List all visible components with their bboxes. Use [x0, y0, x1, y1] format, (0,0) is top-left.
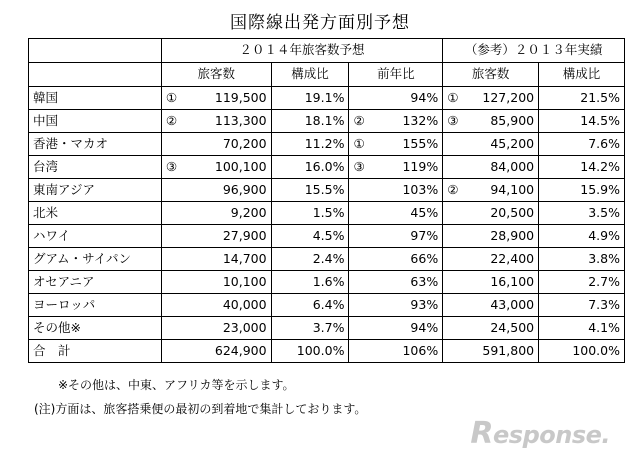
yoy: 97% — [349, 225, 443, 248]
col-share-2013: 構成比 — [539, 63, 625, 87]
yoy: 63% — [349, 271, 443, 294]
yoy: 45% — [349, 202, 443, 225]
share-2013: 2.7% — [539, 271, 625, 294]
header-2014: ２０１４年旅客数予想 — [161, 39, 442, 63]
passengers-2014: 96,900 — [161, 179, 271, 202]
share-2014: 15.5% — [271, 179, 349, 202]
response-logo: Response. — [470, 416, 610, 451]
share-2014: 11.2% — [271, 133, 349, 156]
total-yoy: 106% — [349, 340, 443, 363]
col-yoy: 前年比 — [349, 63, 443, 87]
yoy: ③ 119% — [349, 156, 443, 179]
yoy: 94% — [349, 317, 443, 340]
col-passengers-2013: 旅客数 — [443, 63, 539, 87]
passengers-2014: 27,900 — [161, 225, 271, 248]
passengers-2013: ① 127,200 — [443, 87, 539, 110]
header-2013: （参考）２０１３年実績 — [443, 39, 625, 63]
forecast-table — [28, 38, 625, 363]
page-title: 国際線出発方面別予想 — [230, 13, 410, 33]
note-other: ※その他は、中東、アフリカ等を示します。 — [58, 378, 295, 392]
passengers-2014: 70,200 — [161, 133, 271, 156]
yoy: 93% — [349, 294, 443, 317]
yoy: ① 155% — [349, 133, 443, 156]
share-2014: 16.0% — [271, 156, 349, 179]
share-2013: 7.3% — [539, 294, 625, 317]
share-2014: 3.7% — [271, 317, 349, 340]
share-2014: 1.5% — [271, 202, 349, 225]
passengers-2013: 43,000 — [443, 294, 539, 317]
table-row — [29, 110, 625, 133]
total-passengers-2013: 591,800 — [443, 340, 539, 363]
share-2014: 1.6% — [271, 271, 349, 294]
table-row — [29, 87, 625, 110]
passengers-2014: 40,000 — [161, 294, 271, 317]
region-label: 台湾 — [29, 156, 162, 179]
region-label: 韓国 — [29, 87, 162, 110]
region-label: ヨーロッパ — [29, 294, 162, 317]
region-label: 東南アジア — [29, 179, 162, 202]
table-row — [29, 248, 625, 271]
region-label: その他※ — [29, 317, 162, 340]
total-label: 合 計 — [29, 340, 162, 363]
share-2013: 7.6% — [539, 133, 625, 156]
share-2013: 3.5% — [539, 202, 625, 225]
region-label: ハワイ — [29, 225, 162, 248]
table-row — [29, 294, 625, 317]
share-2014: 18.1% — [271, 110, 349, 133]
share-2013: 14.5% — [539, 110, 625, 133]
share-2014: 2.4% — [271, 248, 349, 271]
table-row — [29, 271, 625, 294]
yoy: 94% — [349, 87, 443, 110]
share-2013: 15.9% — [539, 179, 625, 202]
region-label: オセアニア — [29, 271, 162, 294]
yoy: ② 132% — [349, 110, 443, 133]
passengers-2013: 45,200 — [443, 133, 539, 156]
table-row — [29, 202, 625, 225]
region-label: 香港・マカオ — [29, 133, 162, 156]
passengers-2014: ② 113,300 — [161, 110, 271, 133]
share-2014: 4.5% — [271, 225, 349, 248]
total-passengers-2014: 624,900 — [161, 340, 271, 363]
passengers-2014: 10,100 — [161, 271, 271, 294]
passengers-2013: 84,000 — [443, 156, 539, 179]
corner-cell — [29, 39, 162, 63]
region-label: 北米 — [29, 202, 162, 225]
table-row — [29, 225, 625, 248]
passengers-2013: 28,900 — [443, 225, 539, 248]
share-2013: 3.8% — [539, 248, 625, 271]
total-share-2013: 100.0% — [539, 340, 625, 363]
table-row — [29, 133, 625, 156]
table-row — [29, 179, 625, 202]
yoy: 66% — [349, 248, 443, 271]
passengers-2013: 20,500 — [443, 202, 539, 225]
region-label: 中国 — [29, 110, 162, 133]
share-2013: 21.5% — [539, 87, 625, 110]
passengers-2014: 23,000 — [161, 317, 271, 340]
passengers-2013: 22,400 — [443, 248, 539, 271]
passengers-2014: ③ 100,100 — [161, 156, 271, 179]
share-2013: 4.1% — [539, 317, 625, 340]
share-2014: 19.1% — [271, 87, 349, 110]
share-2014: 6.4% — [271, 294, 349, 317]
total-row — [29, 340, 625, 363]
note-direction: (注)方面は、旅客搭乗便の最初の到着地で集計しております。 — [34, 402, 367, 416]
share-2013: 4.9% — [539, 225, 625, 248]
passengers-2014: 9,200 — [161, 202, 271, 225]
passengers-2013: ③ 85,900 — [443, 110, 539, 133]
passengers-2013: ② 94,100 — [443, 179, 539, 202]
share-2013: 14.2% — [539, 156, 625, 179]
region-label: グアム・サイパン — [29, 248, 162, 271]
passengers-2013: 16,100 — [443, 271, 539, 294]
table-row — [29, 317, 625, 340]
corner-cell-2 — [29, 63, 162, 87]
table-row — [29, 156, 625, 179]
passengers-2013: 24,500 — [443, 317, 539, 340]
col-share-2014: 構成比 — [271, 63, 349, 87]
yoy: 103% — [349, 179, 443, 202]
passengers-2014: ① 119,500 — [161, 87, 271, 110]
total-share-2014: 100.0% — [271, 340, 349, 363]
passengers-2014: 14,700 — [161, 248, 271, 271]
col-passengers-2014: 旅客数 — [161, 63, 271, 87]
